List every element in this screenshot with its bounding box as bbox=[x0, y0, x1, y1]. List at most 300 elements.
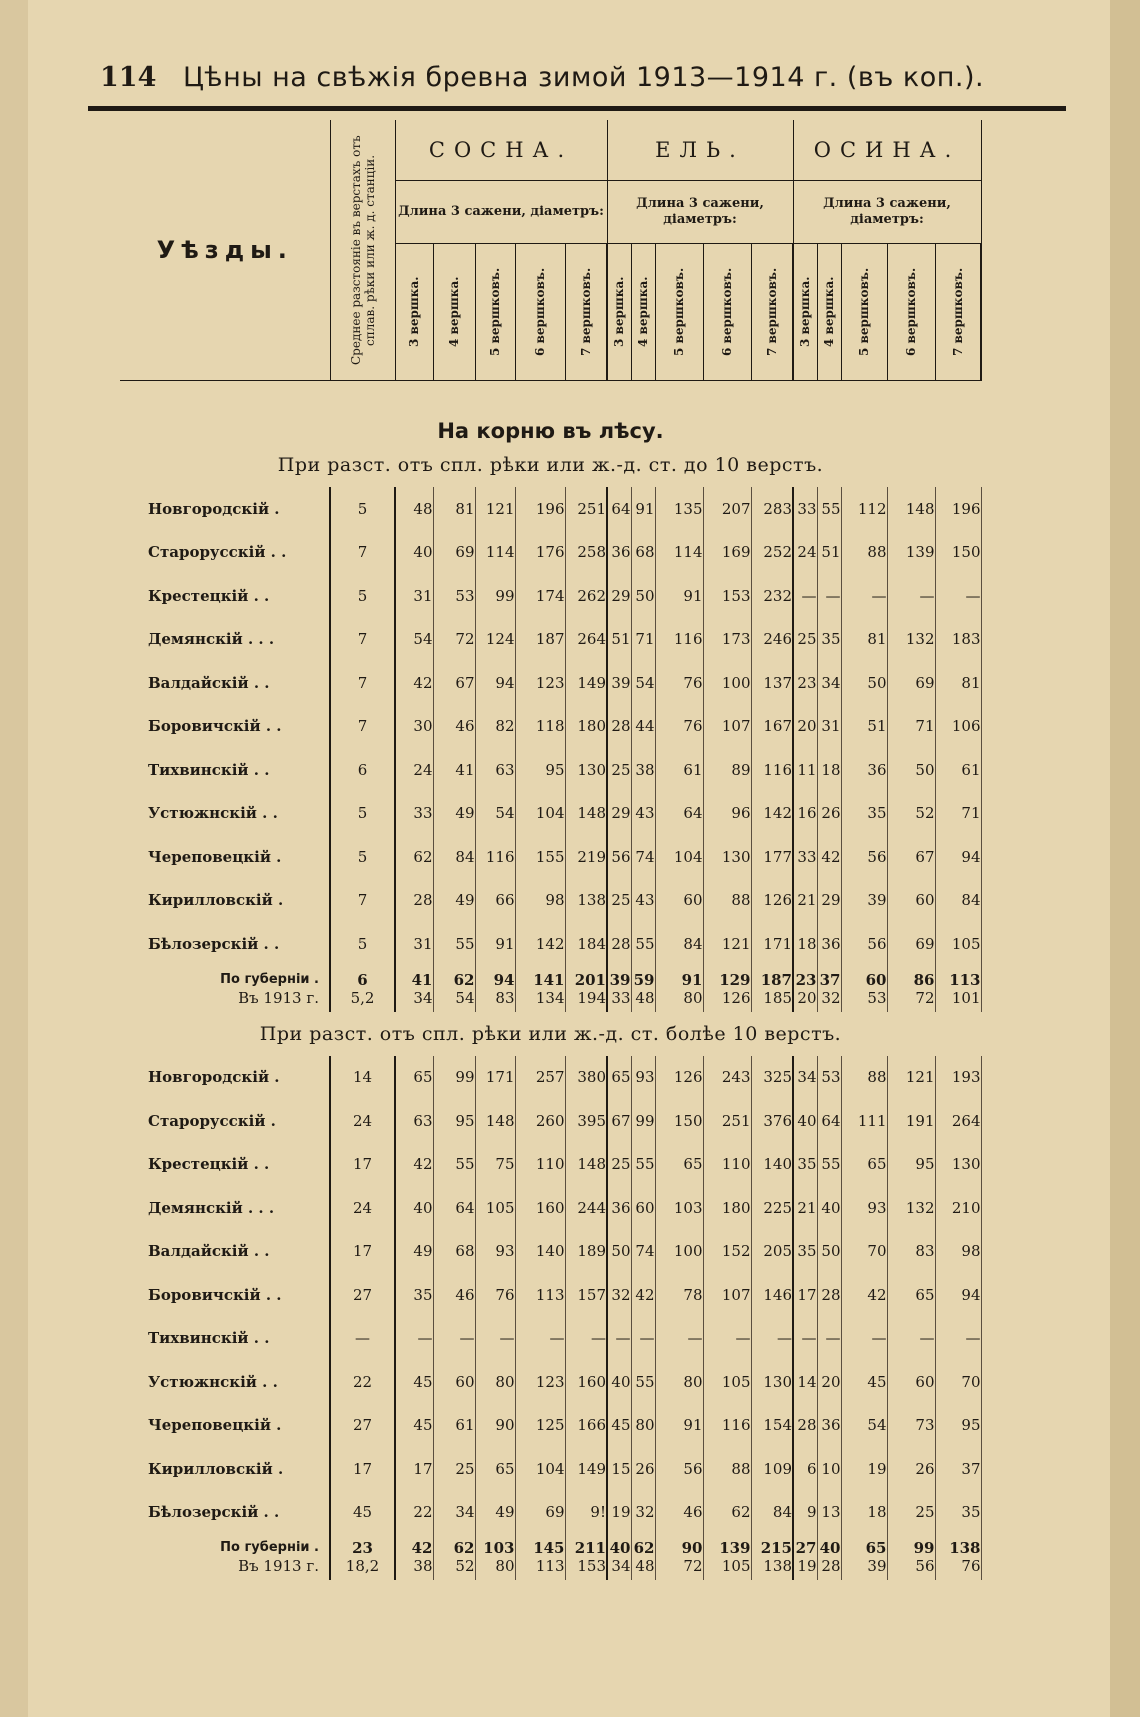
total-price-cell-current: 139 bbox=[719, 1539, 751, 1557]
diameter-header-spruce-7 bbox=[751, 244, 793, 381]
price-cell: 31 bbox=[395, 574, 433, 618]
price-cell: 29 bbox=[607, 574, 631, 618]
total-price-cell bbox=[655, 966, 703, 1012]
price-cell: 83 bbox=[887, 1230, 935, 1274]
price-cell: 66 bbox=[475, 879, 515, 923]
price-cell: 93 bbox=[631, 1056, 655, 1100]
distance-cell: 7 bbox=[330, 618, 395, 662]
price-cell: 32 bbox=[607, 1273, 631, 1317]
total-price-cell bbox=[817, 1534, 841, 1580]
species-header-aspen: ОСИНА. bbox=[793, 120, 981, 181]
price-cell: 49 bbox=[395, 1230, 433, 1274]
diameter-label: 7 вершковъ. bbox=[764, 267, 779, 357]
distance-cell: 27 bbox=[330, 1273, 395, 1317]
price-cell: 65 bbox=[395, 1056, 433, 1100]
price-cell: 43 bbox=[631, 792, 655, 836]
price-cell: 98 bbox=[515, 879, 565, 923]
total-price-cell bbox=[793, 966, 817, 1012]
uezd-name: Крестецкій . . bbox=[120, 1143, 330, 1187]
price-cell: 225 bbox=[751, 1186, 793, 1230]
total-price-cell-current: 42 bbox=[411, 1539, 433, 1557]
diameter-label: 3 вершка. bbox=[798, 276, 813, 348]
price-table bbox=[120, 120, 982, 1580]
price-cell: — bbox=[631, 1317, 655, 1361]
price-cell: 49 bbox=[433, 792, 475, 836]
price-cell: 187 bbox=[515, 618, 565, 662]
price-cell: — bbox=[433, 1317, 475, 1361]
price-cell: 17 bbox=[793, 1273, 817, 1317]
total-price-cell-1913: 20 bbox=[797, 988, 817, 1007]
price-cell: 54 bbox=[841, 1404, 887, 1448]
price-cell: 116 bbox=[751, 748, 793, 792]
price-cell: 264 bbox=[565, 618, 607, 662]
price-cell: 29 bbox=[607, 792, 631, 836]
table-row bbox=[120, 1230, 981, 1274]
price-cell: 110 bbox=[703, 1143, 751, 1187]
diameter-label: 5 вершковъ. bbox=[857, 267, 871, 357]
price-cell: 55 bbox=[817, 487, 841, 531]
price-cell: 95 bbox=[515, 748, 565, 792]
distance-cell: 6 bbox=[330, 748, 395, 792]
price-cell: 9 bbox=[793, 1491, 817, 1535]
total-price-cell bbox=[703, 1534, 751, 1580]
total-price-cell-1913: 28 bbox=[821, 1557, 841, 1575]
price-cell: 34 bbox=[817, 661, 841, 705]
price-cell: 149 bbox=[565, 1447, 607, 1491]
price-cell: 126 bbox=[751, 879, 793, 923]
price-cell: 260 bbox=[515, 1099, 565, 1143]
price-cell: 116 bbox=[703, 1404, 751, 1448]
price-cell: 160 bbox=[565, 1360, 607, 1404]
price-cell: 31 bbox=[395, 922, 433, 966]
total-label-current: По губерніи . bbox=[220, 1540, 319, 1555]
price-cell: 142 bbox=[751, 792, 793, 836]
price-cell: 166 bbox=[565, 1404, 607, 1448]
price-cell: 252 bbox=[751, 531, 793, 575]
diameter-label: 6 вершковъ. bbox=[533, 267, 547, 357]
price-cell: 152 bbox=[703, 1230, 751, 1274]
price-cell: 91 bbox=[655, 1404, 703, 1448]
price-cell: 142 bbox=[515, 922, 565, 966]
price-cell: 70 bbox=[841, 1230, 887, 1274]
price-cell: 146 bbox=[751, 1273, 793, 1317]
table-row bbox=[120, 748, 981, 792]
distance-label: Среднее разстояніе въ верстахъ отъ сплав. рѣки или ж. д. станціи. bbox=[348, 135, 377, 365]
price-cell: — bbox=[475, 1317, 515, 1361]
price-cell: 11 bbox=[793, 748, 817, 792]
table-row bbox=[120, 835, 981, 879]
total-price-cell-current: 99 bbox=[913, 1539, 935, 1557]
total-price-cell-1913: 153 bbox=[577, 1557, 606, 1575]
price-cell: 68 bbox=[631, 531, 655, 575]
total-price-cell-current: 138 bbox=[949, 1539, 981, 1557]
price-cell: 60 bbox=[655, 879, 703, 923]
diameter-header-pine-5 bbox=[475, 244, 515, 381]
diameter-header-pine-7 bbox=[565, 244, 607, 381]
price-cell: 51 bbox=[841, 705, 887, 749]
price-cell: 135 bbox=[655, 487, 703, 531]
price-cell: 15 bbox=[607, 1447, 631, 1491]
price-cell: 78 bbox=[655, 1273, 703, 1317]
price-cell: 20 bbox=[793, 705, 817, 749]
total-price-cell-current: 37 bbox=[819, 970, 841, 989]
total-price-cell bbox=[935, 1534, 981, 1580]
price-cell: 99 bbox=[631, 1099, 655, 1143]
price-cell: 29 bbox=[817, 879, 841, 923]
price-cell: 155 bbox=[515, 835, 565, 879]
price-cell: 325 bbox=[751, 1056, 793, 1100]
price-cell: 196 bbox=[935, 487, 981, 531]
total-price-cell bbox=[751, 1534, 793, 1580]
price-cell: 35 bbox=[793, 1230, 817, 1274]
price-cell: — bbox=[887, 574, 935, 618]
price-cell: 26 bbox=[817, 792, 841, 836]
price-cell: 114 bbox=[655, 531, 703, 575]
distance-cell: 5 bbox=[330, 574, 395, 618]
total-distance-1913: 5,2 bbox=[350, 988, 375, 1007]
distance-cell: 17 bbox=[330, 1143, 395, 1187]
price-cell: — bbox=[935, 574, 981, 618]
total-price-cell bbox=[793, 1534, 817, 1580]
total-price-cell-current: 60 bbox=[865, 970, 887, 989]
price-cell: 125 bbox=[515, 1404, 565, 1448]
total-price-cell-current: 62 bbox=[453, 1539, 475, 1557]
price-cell: 25 bbox=[607, 748, 631, 792]
diameter-label: 5 вершковъ. bbox=[672, 267, 686, 357]
price-cell: 45 bbox=[395, 1404, 433, 1448]
total-price-cell-current: 90 bbox=[681, 1539, 703, 1557]
price-cell: 25 bbox=[793, 618, 817, 662]
price-cell: 113 bbox=[515, 1273, 565, 1317]
uezd-column-header bbox=[120, 120, 330, 381]
price-cell: 180 bbox=[565, 705, 607, 749]
uezd-name: Боровичскій . . bbox=[120, 705, 330, 749]
price-cell: 283 bbox=[751, 487, 793, 531]
price-cell: 67 bbox=[607, 1099, 631, 1143]
price-cell: 18 bbox=[793, 922, 817, 966]
price-cell: 114 bbox=[475, 531, 515, 575]
price-cell: 61 bbox=[655, 748, 703, 792]
price-cell: 103 bbox=[655, 1186, 703, 1230]
price-cell: 55 bbox=[631, 1143, 655, 1187]
price-cell: 39 bbox=[841, 879, 887, 923]
price-cell: 65 bbox=[841, 1143, 887, 1187]
diameter-label: 6 вершковъ. bbox=[720, 267, 734, 357]
price-cell: 35 bbox=[935, 1491, 981, 1535]
price-cell: 264 bbox=[935, 1099, 981, 1143]
price-cell: 173 bbox=[703, 618, 751, 662]
price-cell: 94 bbox=[475, 661, 515, 705]
total-price-cell-current: 39 bbox=[609, 970, 631, 989]
distance-cell: 14 bbox=[330, 1056, 395, 1100]
price-cell: 123 bbox=[515, 661, 565, 705]
price-cell: 246 bbox=[751, 618, 793, 662]
total-price-cell-current: 103 bbox=[483, 1539, 515, 1557]
total-price-cell bbox=[515, 1534, 565, 1580]
price-cell: 137 bbox=[751, 661, 793, 705]
price-cell: 81 bbox=[433, 487, 475, 531]
price-cell: 48 bbox=[395, 487, 433, 531]
length-label-pine: Длина 3 сажени, діаметръ: bbox=[395, 181, 607, 244]
total-distance-1913: 18,2 bbox=[345, 1557, 380, 1575]
price-cell: — bbox=[395, 1317, 433, 1361]
total-price-cell bbox=[655, 1534, 703, 1580]
price-cell: 42 bbox=[395, 661, 433, 705]
diameter-header-aspen-7 bbox=[935, 244, 981, 381]
uezd-name: Демянскій . . . bbox=[120, 618, 330, 662]
price-cell: — bbox=[751, 1317, 793, 1361]
price-cell: 25 bbox=[887, 1491, 935, 1535]
price-cell: 50 bbox=[841, 661, 887, 705]
total-price-cell bbox=[751, 966, 793, 1012]
price-cell: 380 bbox=[565, 1056, 607, 1100]
total-price-cell-1913: 113 bbox=[535, 1557, 565, 1575]
price-cell: 20 bbox=[817, 1360, 841, 1404]
price-cell: 17 bbox=[395, 1447, 433, 1491]
price-cell: 36 bbox=[841, 748, 887, 792]
price-cell: 35 bbox=[793, 1143, 817, 1187]
header-rule bbox=[88, 106, 1066, 111]
uezd-name: Устюжнскій . . bbox=[120, 792, 330, 836]
total-price-cell-current: 129 bbox=[719, 970, 751, 989]
price-cell: 99 bbox=[433, 1056, 475, 1100]
price-cell: 84 bbox=[935, 879, 981, 923]
total-price-cell bbox=[887, 1534, 935, 1580]
price-cell: 130 bbox=[703, 835, 751, 879]
price-cell: 62 bbox=[703, 1491, 751, 1535]
total-price-cell-1913: 33 bbox=[611, 988, 631, 1007]
price-cell: 205 bbox=[751, 1230, 793, 1274]
price-cell: 160 bbox=[515, 1186, 565, 1230]
total-price-cell bbox=[433, 966, 475, 1012]
price-cell: 88 bbox=[841, 531, 887, 575]
price-cell: 16 bbox=[793, 792, 817, 836]
total-price-cell bbox=[433, 1534, 475, 1580]
price-cell: 14 bbox=[793, 1360, 817, 1404]
total-price-cell-1913: 80 bbox=[683, 988, 703, 1007]
table-row bbox=[120, 1491, 981, 1535]
table-row bbox=[120, 618, 981, 662]
distance-cell: 7 bbox=[330, 661, 395, 705]
total-price-cell-1913: 80 bbox=[495, 1557, 515, 1575]
price-cell: 154 bbox=[751, 1404, 793, 1448]
price-cell: 50 bbox=[631, 574, 655, 618]
diameter-label: 4 вершка. bbox=[636, 276, 650, 348]
price-cell: 71 bbox=[631, 618, 655, 662]
price-cell: 23 bbox=[793, 661, 817, 705]
table-row bbox=[120, 1447, 981, 1491]
price-cell: 70 bbox=[935, 1360, 981, 1404]
price-cell: 75 bbox=[475, 1143, 515, 1187]
price-cell: 33 bbox=[395, 792, 433, 836]
uezd-name: Боровичскій . . bbox=[120, 1273, 330, 1317]
price-cell: 19 bbox=[607, 1491, 631, 1535]
page-title: Цѣны на свѣжія бревна зимой 1913—1914 г. (въ коп.). bbox=[182, 62, 985, 93]
price-cell: — bbox=[703, 1317, 751, 1361]
total-price-cell-current: 23 bbox=[795, 970, 817, 989]
price-cell: 61 bbox=[433, 1404, 475, 1448]
total-price-cell bbox=[395, 1534, 433, 1580]
price-cell: 54 bbox=[395, 618, 433, 662]
diameter-label: 7 вершковъ. bbox=[950, 267, 965, 357]
total-label-current: По губерніи . bbox=[220, 971, 319, 987]
uezd-name: Кирилловскій . bbox=[120, 879, 330, 923]
price-cell: 89 bbox=[703, 748, 751, 792]
total-price-cell-1913: 105 bbox=[721, 1557, 751, 1575]
uezd-name: Демянскій . . . bbox=[120, 1186, 330, 1230]
uezd-name: Новгородскій . bbox=[120, 1056, 330, 1100]
price-cell: 251 bbox=[565, 487, 607, 531]
price-cell: 84 bbox=[433, 835, 475, 879]
price-cell: 46 bbox=[433, 705, 475, 749]
total-price-cell-1913: 76 bbox=[961, 1557, 981, 1575]
price-cell: 22 bbox=[395, 1491, 433, 1535]
price-cell: 56 bbox=[607, 835, 631, 879]
price-cell: 191 bbox=[887, 1099, 935, 1143]
total-label bbox=[120, 966, 330, 1012]
uezd-name: Бѣлозерскій . . bbox=[120, 922, 330, 966]
price-cell: 36 bbox=[607, 531, 631, 575]
diameter-label: 3 вершка. bbox=[407, 276, 421, 348]
price-cell: 157 bbox=[565, 1273, 607, 1317]
distance-cell: 7 bbox=[330, 531, 395, 575]
page-number: 114 bbox=[100, 62, 157, 93]
uezd-name: Тихвинскій . . bbox=[120, 1317, 330, 1361]
total-price-cell-1913: 72 bbox=[683, 1557, 703, 1575]
distance-cell: 45 bbox=[330, 1491, 395, 1535]
diameter-header-aspen-4 bbox=[817, 244, 841, 381]
uezd-label: Уѣзды. bbox=[156, 236, 293, 264]
price-cell: 100 bbox=[655, 1230, 703, 1274]
price-cell: 35 bbox=[395, 1273, 433, 1317]
total-price-cell-1913: 19 bbox=[797, 1557, 817, 1575]
species-header-spruce: ЕЛЬ. bbox=[607, 120, 793, 181]
price-cell: 74 bbox=[631, 1230, 655, 1274]
total-price-cell-1913: 185 bbox=[763, 988, 792, 1007]
price-cell: 36 bbox=[817, 922, 841, 966]
price-cell: 69 bbox=[515, 1491, 565, 1535]
species-header-pine: СОСНА. bbox=[395, 120, 607, 181]
price-cell: 64 bbox=[817, 1099, 841, 1143]
price-cell: 69 bbox=[887, 922, 935, 966]
distance-cell: 27 bbox=[330, 1404, 395, 1448]
price-cell: 123 bbox=[515, 1360, 565, 1404]
total-price-cell-1913: 138 bbox=[763, 1557, 792, 1575]
price-cell: — bbox=[817, 574, 841, 618]
price-cell: 28 bbox=[817, 1273, 841, 1317]
total-price-cell-1913: 72 bbox=[915, 988, 935, 1007]
distance-cell: — bbox=[330, 1317, 395, 1361]
total-price-cell bbox=[841, 966, 887, 1012]
price-cell: 105 bbox=[935, 922, 981, 966]
price-cell: 19 bbox=[841, 1447, 887, 1491]
page-header bbox=[100, 62, 1060, 102]
distance-cell: 22 bbox=[330, 1360, 395, 1404]
total-price-cell bbox=[475, 966, 515, 1012]
total-price-cell-current: 86 bbox=[913, 970, 935, 989]
price-cell: 36 bbox=[817, 1404, 841, 1448]
price-cell: 56 bbox=[841, 922, 887, 966]
price-cell: 257 bbox=[515, 1056, 565, 1100]
total-price-cell-current: 141 bbox=[533, 970, 565, 989]
price-cell: 80 bbox=[475, 1360, 515, 1404]
uezd-name: Череповецкій . bbox=[120, 1404, 330, 1448]
total-price-cell-current: 59 bbox=[633, 970, 655, 989]
price-cell: 196 bbox=[515, 487, 565, 531]
price-cell: 50 bbox=[887, 748, 935, 792]
price-cell: 258 bbox=[565, 531, 607, 575]
distance-cell: 5 bbox=[330, 792, 395, 836]
price-cell: 28 bbox=[793, 1404, 817, 1448]
price-cell: 63 bbox=[475, 748, 515, 792]
price-cell: — bbox=[515, 1317, 565, 1361]
price-cell: 74 bbox=[631, 835, 655, 879]
price-cell: 45 bbox=[841, 1360, 887, 1404]
price-cell: 95 bbox=[887, 1143, 935, 1187]
price-cell: 40 bbox=[817, 1186, 841, 1230]
uezd-name: Валдайскій . . bbox=[120, 1230, 330, 1274]
price-cell: 189 bbox=[565, 1230, 607, 1274]
price-cell: 49 bbox=[475, 1491, 515, 1535]
diameter-header-spruce-3 bbox=[607, 244, 631, 381]
total-price-cell-1913: 126 bbox=[721, 988, 751, 1007]
table-row bbox=[120, 574, 981, 618]
price-cell: 148 bbox=[565, 792, 607, 836]
price-cell: 118 bbox=[515, 705, 565, 749]
price-cell: 94 bbox=[935, 835, 981, 879]
total-price-cell-1913: 53 bbox=[867, 988, 887, 1007]
total-price-cell bbox=[607, 1534, 631, 1580]
price-cell: 130 bbox=[751, 1360, 793, 1404]
total-price-cell-1913: 56 bbox=[915, 1557, 935, 1575]
total-price-cell bbox=[935, 966, 981, 1012]
distance-cell: 5 bbox=[330, 922, 395, 966]
distance-column-header bbox=[330, 120, 395, 381]
distance-cell: 7 bbox=[330, 879, 395, 923]
total-price-cell-current: 113 bbox=[949, 970, 981, 989]
price-cell: 105 bbox=[703, 1360, 751, 1404]
price-cell: 56 bbox=[841, 835, 887, 879]
price-cell: 64 bbox=[433, 1186, 475, 1230]
price-cell: 98 bbox=[935, 1230, 981, 1274]
total-distance-current: 6 bbox=[357, 970, 368, 989]
price-cell: 88 bbox=[703, 879, 751, 923]
price-cell: 76 bbox=[655, 661, 703, 705]
price-cell: 55 bbox=[433, 922, 475, 966]
total-price-cell-current: 40 bbox=[609, 1539, 631, 1557]
price-cell: 88 bbox=[841, 1056, 887, 1100]
price-cell: 18 bbox=[841, 1491, 887, 1535]
price-cell: 24 bbox=[395, 748, 433, 792]
price-cell: 65 bbox=[607, 1056, 631, 1100]
table-row bbox=[120, 922, 981, 966]
price-cell: 95 bbox=[935, 1404, 981, 1448]
total-price-cell bbox=[703, 966, 751, 1012]
price-cell: 140 bbox=[515, 1230, 565, 1274]
distance-cell: 24 bbox=[330, 1186, 395, 1230]
price-cell: 232 bbox=[751, 574, 793, 618]
diameter-header-spruce-6 bbox=[703, 244, 751, 381]
price-cell: — bbox=[887, 1317, 935, 1361]
table-row bbox=[120, 1186, 981, 1230]
price-cell: 88 bbox=[703, 1447, 751, 1491]
table-row bbox=[120, 1273, 981, 1317]
price-cell: 104 bbox=[515, 792, 565, 836]
price-cell: 25 bbox=[607, 1143, 631, 1187]
price-cell: 69 bbox=[433, 531, 475, 575]
price-cell: 45 bbox=[607, 1404, 631, 1448]
price-cell: 34 bbox=[433, 1491, 475, 1535]
